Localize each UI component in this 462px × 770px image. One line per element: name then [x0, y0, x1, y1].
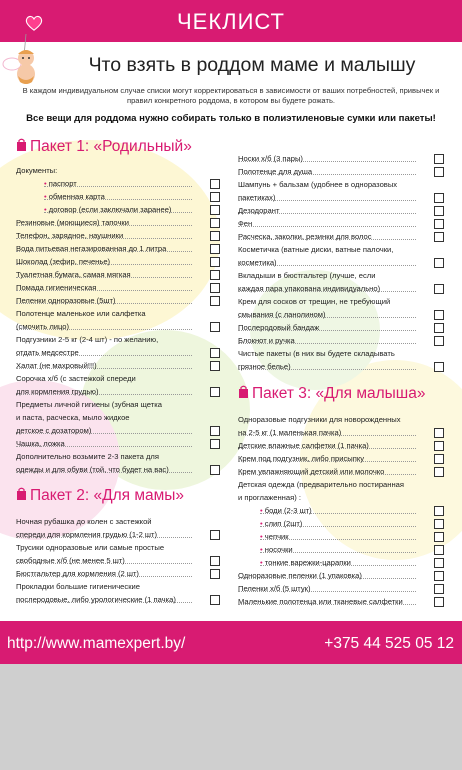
cupid-icon [2, 34, 48, 90]
checklist-item [238, 413, 444, 426]
checkbox[interactable] [210, 179, 220, 189]
checklist-item[interactable] [16, 593, 220, 606]
checklist-item-label: Вода питьевая негазированная до 1 литра [16, 244, 167, 253]
checklist-item-label: Одноразовые пеленки (1 упаковка) [238, 571, 362, 580]
checklist-item[interactable] [16, 242, 220, 255]
top-bar [0, 0, 462, 42]
checklist-item-label: пакетиках) [238, 193, 276, 202]
checklist-item [238, 347, 444, 360]
checklist-item[interactable] [16, 216, 220, 229]
checklist-item-label: Маленькие полотенца или тканевые салфетки [238, 597, 403, 606]
checklist-item[interactable] [238, 282, 444, 295]
checklist-item[interactable] [16, 424, 220, 437]
checklist-item[interactable] [16, 255, 220, 268]
checklist-item[interactable] [16, 203, 220, 216]
checklist-item [16, 450, 220, 463]
checklist-item-label: Шоколад (зефир, печенье) [16, 257, 111, 266]
pack3-list [238, 413, 444, 608]
checklist-item-label: Послеродовый бандаж [238, 323, 320, 332]
right-column-list [238, 152, 444, 373]
checkbox[interactable] [434, 532, 444, 542]
checkbox[interactable] [434, 362, 444, 372]
checklist-item-label: Предметы личной гигиены (зубная щетка [16, 400, 162, 409]
checkbox[interactable] [434, 558, 444, 568]
checklist-item [16, 307, 220, 320]
checklist-item [16, 411, 220, 424]
checkbox[interactable] [210, 465, 220, 475]
checklist-item-label: Резиновые (моющиеся) тапочки [16, 218, 129, 227]
checklist-item[interactable] [16, 346, 220, 359]
checklist-item[interactable] [238, 569, 444, 582]
checklist-item-label: Телефон, зарядное, наушники [16, 231, 124, 240]
checklist-item-label: • обменная карта [44, 190, 105, 203]
checklist-item-label: Шампунь + бальзам (удобнее в одноразовых [238, 180, 398, 189]
checklist-item[interactable] [238, 165, 444, 178]
checklist-item-label: смывания (с ланолином) [238, 310, 326, 319]
checkbox[interactable] [210, 270, 220, 280]
phone-number[interactable]: +375 44 525 05 12 [324, 635, 454, 652]
checklist-item[interactable] [16, 385, 220, 398]
checklist-item[interactable] [238, 543, 444, 556]
checkbox[interactable] [434, 193, 444, 203]
checklist-item [238, 295, 444, 308]
checklist-item [16, 164, 220, 177]
pack2-title: Пакет 2: «Для мамы» [30, 487, 185, 504]
checkbox[interactable] [434, 232, 444, 242]
checklist-item-label: Помада гигиеническая [16, 283, 97, 292]
checklist-item[interactable] [238, 530, 444, 543]
page-title: Что взять в роддом маме и малышу [88, 54, 416, 76]
checklist-item[interactable] [16, 359, 220, 372]
checklist-item[interactable] [238, 321, 444, 334]
checklist-item[interactable] [16, 437, 220, 450]
checklist-item[interactable] [238, 334, 444, 347]
pack1-list [16, 164, 220, 476]
checkbox[interactable] [210, 595, 220, 605]
checklist-item[interactable] [16, 294, 220, 307]
checklist-item[interactable] [16, 190, 220, 203]
checklist-item-label: • боди (2-3 шт) [260, 504, 312, 517]
checklist-item [16, 580, 220, 593]
checklist-item[interactable] [238, 217, 444, 230]
checklist-item-label: спереди для кормления грудью (1-2 шт) [16, 530, 158, 539]
checklist-item[interactable] [238, 152, 444, 165]
checklist-item[interactable] [238, 595, 444, 608]
checklist-item-label: Блокнот и ручка [238, 336, 295, 345]
checklist-item-label: Носки х/б (3 пары) [238, 154, 303, 163]
checkbox[interactable] [434, 219, 444, 229]
checkbox[interactable] [210, 361, 220, 371]
checklist-item[interactable] [238, 504, 444, 517]
checklist-item[interactable] [16, 177, 220, 190]
bag-icon [238, 385, 249, 399]
checklist-item-label: одежды и для обуви (той, что будет на вас) [16, 465, 169, 474]
checkbox[interactable] [210, 348, 220, 358]
checklist-item-label: на 2-5 кг (1 маленькая пачка) [238, 428, 342, 437]
checkbox[interactable] [434, 584, 444, 594]
checkbox[interactable] [210, 439, 220, 449]
checkbox[interactable] [210, 569, 220, 579]
heart-balloon-icon [25, 14, 43, 32]
checkbox[interactable] [210, 192, 220, 202]
checklist-item[interactable] [238, 465, 444, 478]
bag-icon [16, 487, 27, 501]
checklist-item-label: Бюстгальтер для кормления (2 шт) [16, 569, 139, 578]
checklist-item-label: для кормления грудью) [16, 387, 99, 396]
checklist-item [238, 269, 444, 282]
checklist-item[interactable] [238, 308, 444, 321]
checkbox[interactable] [434, 428, 444, 438]
checkbox[interactable] [434, 167, 444, 177]
checklist-item-label: • паспорт [44, 177, 77, 190]
checklist-item-label: Вкладыши в бюстгальтер (лучше, если [238, 271, 376, 280]
checklist-item-label: • чепчик [260, 530, 289, 543]
checklist-item-label: Одноразовые подгузники для новорожденных [238, 415, 401, 424]
checklist-item[interactable] [238, 439, 444, 452]
checklist-item-label: Подгузники 2-5 кг (2-4 шт) - по желанию, [16, 335, 159, 344]
checklist-item-label: Крем увлажняющий детский или молочко [238, 467, 385, 476]
pack1-heading [16, 138, 192, 156]
checklist-item-label: Пеленки х/б (5 штук) [238, 584, 311, 593]
checklist-item[interactable] [238, 452, 444, 465]
checklist-item-label: Детская одежда (предварительно постиранная [238, 480, 404, 489]
checkbox[interactable] [434, 467, 444, 477]
checklist-item-label: Косметичка (ватные диски, ватные палочки, [238, 245, 394, 254]
checklist-item-label: (смочить лицо) [16, 322, 70, 331]
checklist-item-label: Сорочка х/б (с застежкой спереди [16, 374, 136, 383]
checklist-item-label: свободные х/б (не менее 5 шт) [16, 556, 125, 565]
checklist-item-label: послеродовые, либо урологические (1 пачка) [16, 595, 176, 604]
checklist-item[interactable] [238, 517, 444, 530]
checklist-item[interactable] [238, 204, 444, 217]
checklist-item[interactable] [238, 230, 444, 243]
checklist-item[interactable] [16, 268, 220, 281]
checklist-item-label: косметика) [238, 258, 277, 267]
checkbox[interactable] [210, 244, 220, 254]
checklist-item [238, 243, 444, 256]
checklist-item-label: Прокладки большие гигиенические [16, 582, 140, 591]
checklist-item-label: Полотенце маленькое или салфетка [16, 309, 146, 318]
checkbox[interactable] [434, 336, 444, 346]
checklist-item[interactable] [16, 320, 220, 333]
checklist-item[interactable] [238, 426, 444, 439]
checklist-item[interactable] [238, 582, 444, 595]
checklist-item-label: Чистые пакеты (в них вы будете складывать [238, 349, 395, 358]
checkbox[interactable] [434, 519, 444, 529]
checklist-item[interactable] [16, 528, 220, 541]
packing-warning: Все вещи для роддома нужно собирать только в полиэтиленовые сумки или пакеты! [26, 113, 436, 124]
checklist-item-label: Пеленки одноразовые (5шт) [16, 296, 116, 305]
checklist-item-label: Ночная рубашка до колен с застежкой [16, 517, 152, 526]
checklist-item-label: Фен [238, 219, 253, 228]
checkbox[interactable] [434, 323, 444, 333]
checkbox[interactable] [434, 441, 444, 451]
checklist-item-label: Дезодорант [238, 206, 280, 215]
checkbox[interactable] [210, 530, 220, 540]
checkbox[interactable] [434, 206, 444, 216]
checkbox[interactable] [210, 283, 220, 293]
checklist-item [16, 333, 220, 346]
checkbox[interactable] [434, 545, 444, 555]
checklist-item-label: грязное белье) [238, 362, 291, 371]
intro-note: В каждом индивидуальном случае списки могут корректироваться в зависимости от ваших потребностей, привычек и правил конкретного роддома, в котором вы будете рожать. [22, 86, 440, 105]
checklist-item-label: Крем для сосков от трещин, не требующий [238, 297, 391, 306]
checklist-item [16, 541, 220, 554]
checklist-item-label: Полотенце для душа [238, 167, 313, 176]
checkbox[interactable] [210, 296, 220, 306]
checklist-item [16, 515, 220, 528]
checklist-item-label: Дополнительно возьмите 2-3 пакета для [16, 452, 159, 461]
pack2-heading [16, 487, 184, 505]
checklist-item-label: • договор (если заключали заранее) [44, 203, 171, 216]
checklist-item[interactable] [238, 191, 444, 204]
checklist-item [238, 478, 444, 491]
checkbox[interactable] [210, 387, 220, 397]
checklist-item-label: и проглаженная) : [238, 493, 301, 502]
checklist-item-label: Туалетная бумага, самая мягкая [16, 270, 131, 279]
checkbox[interactable] [434, 597, 444, 607]
checkbox[interactable] [434, 154, 444, 164]
checklist-item [16, 398, 220, 411]
footer-bar [0, 621, 462, 664]
checkbox[interactable] [434, 258, 444, 268]
checklist-item [16, 372, 220, 385]
checklist-item-label: отдать медсестре [16, 348, 79, 357]
pack2-list [16, 515, 220, 606]
checkbox[interactable] [210, 426, 220, 436]
checkbox[interactable] [210, 205, 220, 215]
website-link[interactable]: http://www.mamexpert.by/ [7, 635, 186, 652]
checkbox[interactable] [210, 231, 220, 241]
checklist-item-label: и паста, расческа, мыло жидкое [16, 413, 130, 422]
checklist-item[interactable] [16, 463, 220, 476]
checkbox[interactable] [210, 257, 220, 267]
pack3-title: Пакет 3: «Для малыша» [252, 385, 426, 402]
checklist-item-label: Трусики одноразовые или самые простые [16, 543, 165, 552]
checklist-item [238, 178, 444, 191]
checkbox[interactable] [210, 218, 220, 228]
checklist-item-label: Чашка, ложка [16, 439, 65, 448]
checklist-item[interactable] [238, 360, 444, 373]
checklist-item[interactable] [16, 281, 220, 294]
checklist-item[interactable] [16, 567, 220, 580]
checkbox[interactable] [434, 310, 444, 320]
checkbox[interactable] [210, 322, 220, 332]
checklist-item[interactable] [238, 256, 444, 269]
checkbox[interactable] [434, 506, 444, 516]
checkbox[interactable] [434, 284, 444, 294]
checklist-item-label: Детские влажные салфетки (1 пачка) [238, 441, 369, 450]
checklist-item-label: Расческа, заколки, резинки для волос [238, 232, 372, 241]
checklist-item-label: детское с дозатором) [16, 426, 92, 435]
checkbox[interactable] [210, 556, 220, 566]
page-header-title: ЧЕКЛИСТ [177, 9, 285, 34]
checklist-item [238, 491, 444, 504]
checklist-item[interactable] [16, 229, 220, 242]
checklist-item-label: Документы: [16, 166, 58, 175]
checkbox[interactable] [434, 571, 444, 581]
checklist-item-label: Крем под подгузник, либо присыпку [238, 454, 365, 463]
dotted-leader [238, 226, 416, 227]
pack3-heading [238, 385, 425, 403]
checklist-item-label: • тонкие варежки-царапки [260, 556, 351, 569]
checklist-item-label: • слип (2шт) [260, 517, 302, 530]
checklist-item-label: каждая пара упакована индивидуально) [238, 284, 381, 293]
checkbox[interactable] [434, 454, 444, 464]
checklist-item-label: Халат (не махровый!!!) [16, 361, 97, 370]
checklist-item-label: • носочки [260, 543, 293, 556]
bag-icon [16, 138, 27, 152]
checklist-item[interactable] [16, 554, 220, 567]
pack1-title: Пакет 1: «Родильный» [30, 138, 192, 155]
checklist-item[interactable] [238, 556, 444, 569]
